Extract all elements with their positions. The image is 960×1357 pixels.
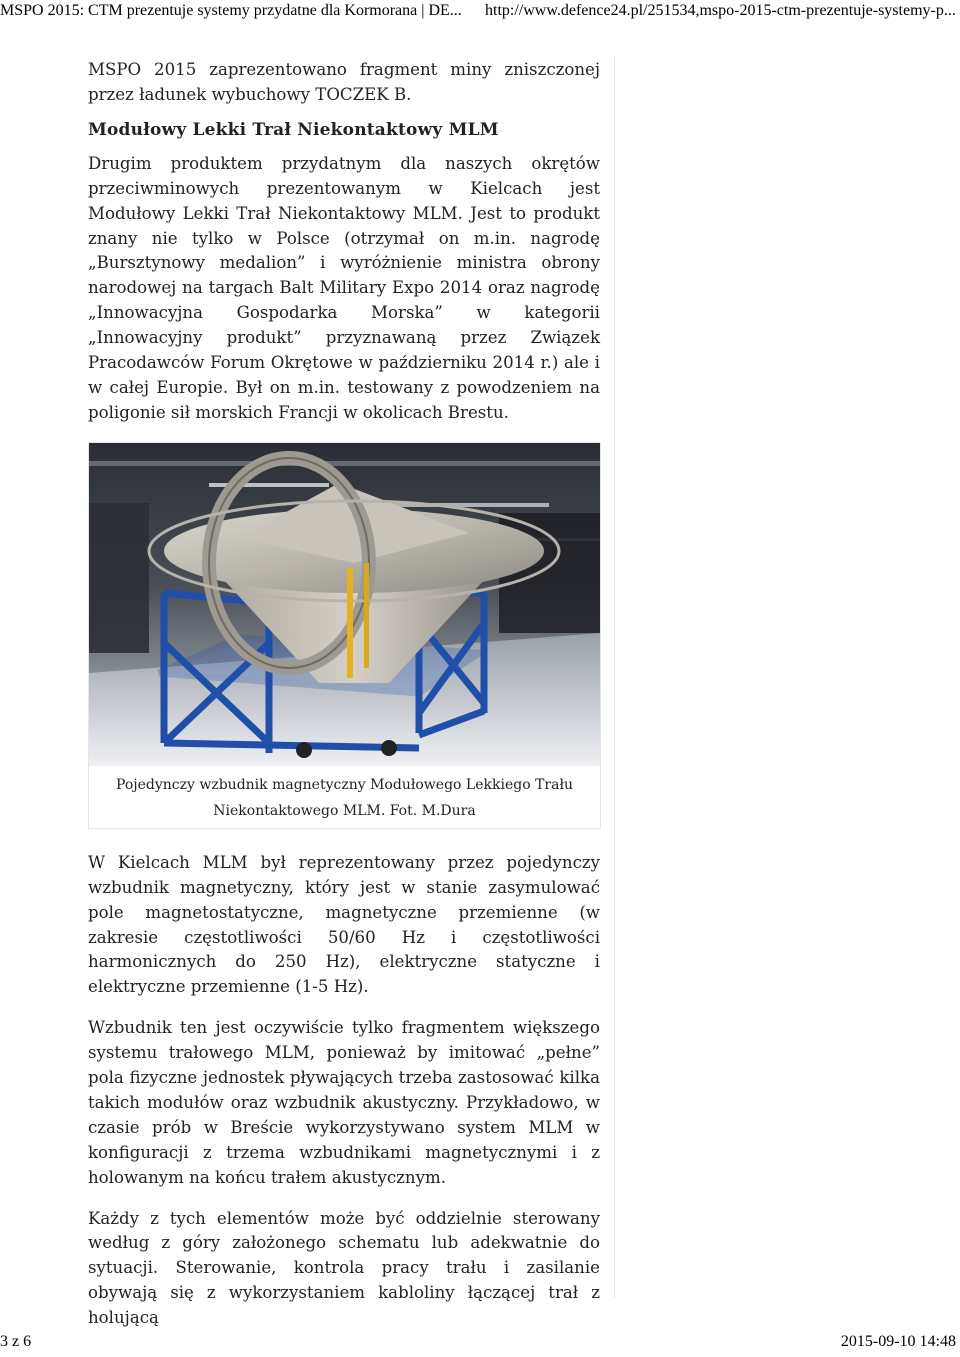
article-figure: [88, 442, 601, 829]
print-header: [0, 2, 960, 24]
article-paragraph-4: Każdy z tych elementów może być oddzielnie sterowany według z góry założonego schematu lub adekwatnie do sytuacji. Sterowanie, kontrola pracy trału i zasilanie obywają się z wykorzystaniem kabloliny łączącej trał z holującą: [88, 1208, 600, 1328]
article-intro-paragraph: MSPO 2015 zaprezentowano fragment miny zniszczonej przez ładunek wybuchowy TOCZEK B.: [88, 60, 600, 104]
print-footer: [0, 1333, 960, 1355]
print-page-title: MSPO 2015: CTM prezentuje systemy przydatne dla Kormorana | DE...: [0, 2, 462, 19]
exhibit-photo: [89, 443, 600, 766]
article-paragraph-3: Wzbudnik ten jest oczywiście tylko fragmentem większego systemu trałowego MLM, ponieważ by imitować „pełne” pola fizyczne jednostek pływających trzeba zastosować kilka takich modułów oraz wzbudnik akustyczny. Przykładowo, w czasie prób w Breście wykorzystywano system MLM w konfiguracji z trzema wzbudnikami magnetycznymi i z holowanym na końcu trałem akustycznym.: [88, 1018, 600, 1187]
article-paragraph-1: Drugim produktem przydatnym dla naszych okrętów przeciwminowych prezentowanym w Kielcach jest Modułowy Lekki Trał Niekontaktowy MLM. Jest to produkt znany nie tylko w Polsce (otrzymał on m.in. nagrodę „Bursztynowy medalion” i wyróżnienie ministra obrony narodowej na targach Balt Military Expo 2014 oraz nagrodę „Innowacyjna Gospodarka Morska” w kategorii „Innowacyjny produkt” przyznawaną przez Związek Pracodawców Forum Okrętowe w październiku 2014 r.) ale i w całej Europie. Był on m.in. testowany z powodzeniem na poligonie sił morskich Francji w okolicach Brestu.: [88, 153, 600, 422]
print-timestamp: 2015-09-10 14:48: [840, 1333, 956, 1350]
column-divider: [614, 58, 615, 1298]
page-number: 3 z 6: [0, 1333, 32, 1350]
figure-caption: Pojedynczy wzbudnik magnetyczny Modułowego Lekkiego Trału Niekontaktowego MLM. Fot. M.Dura: [115, 776, 574, 819]
print-page-url: http://www.defence24.pl/251534,mspo-2015-ctm-prezentuje-systemy-p...: [485, 2, 956, 19]
article-paragraph-2: W Kielcach MLM był reprezentowany przez pojedynczy wzbudnik magnetyczny, który jest w stanie zasymulować pole magnetostatyczne, magnetyczne przemienne (w zakresie częstotliwości 50/60 Hz i częstotliwości harmonicznych do 250 Hz), elektryczne statyczne i elektryczne przemienne (1-5 Hz).: [88, 852, 600, 997]
article-body: [88, 58, 600, 1331]
section-heading: Modułowy Lekki Trał Niekontaktowy MLM: [88, 119, 499, 140]
